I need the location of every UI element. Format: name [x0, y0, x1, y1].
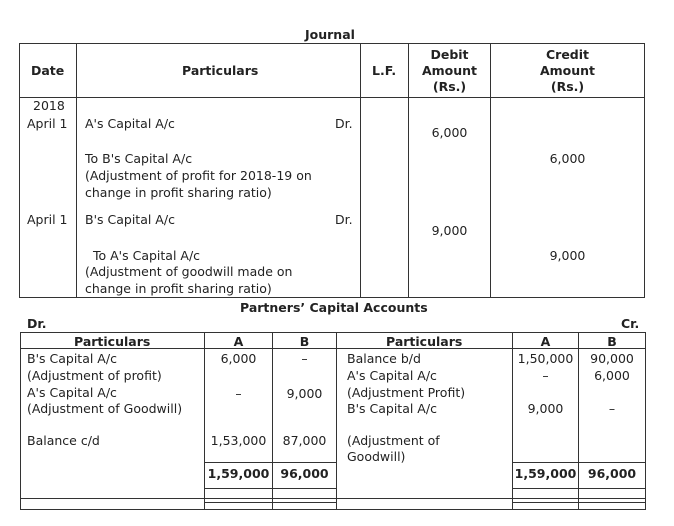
left-total-a: 1,59,000 [207, 466, 270, 481]
cap-header-a-left: A [233, 334, 244, 349]
journal-title: Journal [305, 27, 355, 42]
header-lf: L.F. [372, 63, 397, 78]
cap-header-particulars-right: Particulars [386, 334, 463, 349]
left-row-b: 87,000 [282, 433, 327, 448]
left-row-line: (Adjustment of Goodwill) [27, 401, 183, 416]
narration-line: change in profit sharing ratio) [85, 281, 272, 296]
left-total-b: 96,000 [280, 466, 329, 481]
header-debit-3: (Rs.) [432, 79, 467, 94]
credit-account: To A's Capital A/c [93, 248, 201, 263]
header-particulars: Particulars [182, 63, 259, 78]
left-row-line: A's Capital A/c [27, 385, 117, 400]
right-total-a: 1,59,000 [514, 466, 577, 481]
left-row-b: 9,000 [286, 386, 323, 401]
dr-label: Dr. [335, 212, 353, 227]
header-debit-2: Amount [421, 63, 478, 78]
cap-header-b-left: B [299, 334, 310, 349]
header-debit-1: Debit [430, 47, 469, 62]
right-row-b: 90,000 [590, 351, 634, 366]
debit-amount: 9,000 [431, 223, 468, 238]
right-row-a: 9,000 [527, 401, 564, 416]
debit-account: B's Capital A/c [85, 212, 175, 227]
capital-title: Partners’ Capital Accounts [240, 300, 428, 315]
header-credit-3: (Rs.) [550, 79, 585, 94]
left-row-line: (Adjustment of profit) [27, 368, 162, 383]
header-date: Date [31, 63, 65, 78]
credit-amount: 6,000 [549, 151, 586, 166]
header-credit-1: Credit [545, 47, 590, 62]
right-row-line: (Adjustment Profit) [347, 385, 466, 400]
right-row-line: Balance b/d [347, 351, 421, 366]
credit-amount: 9,000 [549, 248, 586, 263]
cap-header-a-right: A [540, 334, 551, 349]
credit-account: To B's Capital A/c [85, 151, 193, 166]
entry-year: 2018 [33, 98, 65, 113]
right-total-b: 96,000 [587, 466, 637, 481]
header-credit-2: Amount [539, 63, 596, 78]
right-row-a: 1,50,000 [517, 351, 574, 366]
right-row-line: (Adjustment of [347, 433, 440, 448]
dr-side-label: Dr. [27, 316, 47, 331]
left-row-a: 6,000 [220, 351, 257, 366]
debit-amount: 6,000 [431, 125, 468, 140]
cr-side-label: Cr. [621, 316, 640, 331]
right-row-b: 6,000 [594, 368, 630, 383]
debit-account: A's Capital A/c [85, 116, 175, 131]
left-row-line: Balance c/d [27, 433, 100, 448]
entry-date: April 1 [27, 116, 68, 131]
right-row-a: – [542, 368, 549, 383]
right-row-line: B's Capital A/c [347, 401, 437, 416]
right-row-b: – [608, 401, 616, 416]
right-row-line: A's Capital A/c [347, 368, 437, 383]
entry-date: April 1 [27, 212, 68, 227]
left-row-a: – [235, 386, 242, 401]
narration-line: change in profit sharing ratio) [85, 185, 272, 200]
narration-line: (Adjustment of profit for 2018-19 on [85, 168, 312, 183]
left-row-b: – [301, 351, 308, 366]
left-row-a: 1,53,000 [210, 433, 267, 448]
cap-header-particulars-left: Particulars [74, 334, 151, 349]
narration-line: (Adjustment of goodwill made on [85, 264, 293, 279]
dr-label: Dr. [335, 116, 353, 131]
left-row-line: B's Capital A/c [27, 351, 117, 366]
cap-header-b-right: B [607, 334, 617, 349]
right-row-line: Goodwill) [347, 449, 406, 464]
